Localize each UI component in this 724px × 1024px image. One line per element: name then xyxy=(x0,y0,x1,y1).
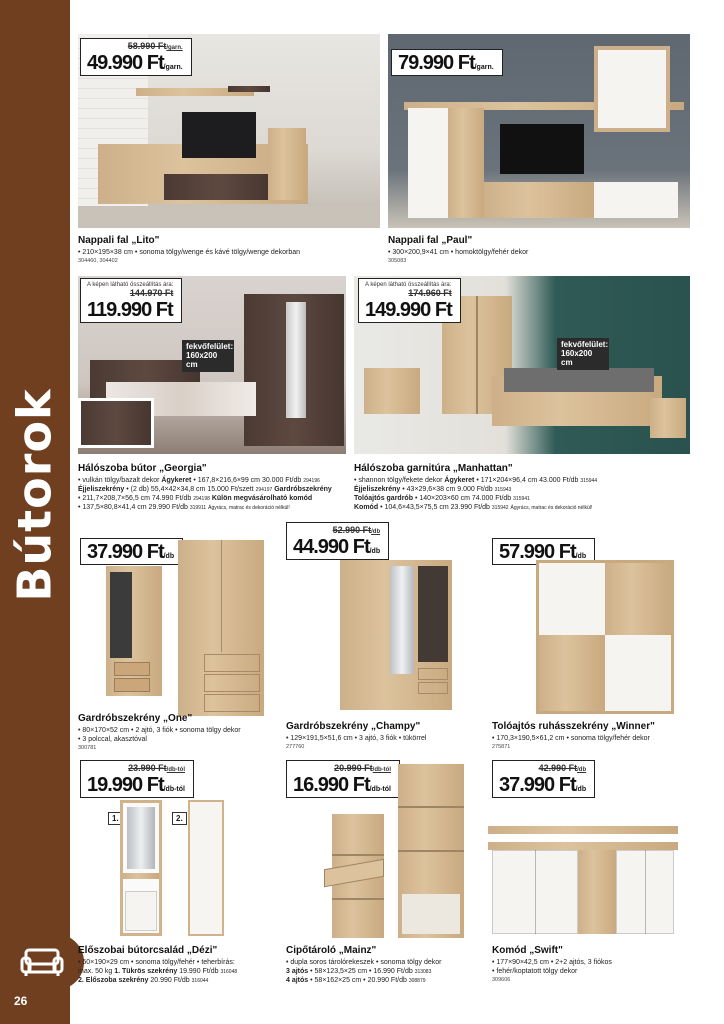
georgia-bed-tag: fekvőfelület: 160x200 cm xyxy=(182,340,234,372)
paul-info: Nappali fal „Paul" • 300×200,9×41 cm • homoktölgy/fehér dekor 305083 xyxy=(388,235,529,265)
dezi-label-1: 1. xyxy=(108,812,123,825)
manhattan-price: 149.990 Ft xyxy=(365,299,452,321)
champy-info: Gardróbszekrény „Champy" • 129×191,5×51,6 cm • 3 ajtó, 3 fiók • tükörrel 277760 xyxy=(286,721,427,751)
dezi-price: 19.990 Ft/db-tól xyxy=(87,774,185,796)
one-price: 37.990 Ft/db xyxy=(87,541,175,563)
dezi-mirror-cabinet xyxy=(120,800,162,936)
dezi-price-tag xyxy=(80,760,194,798)
sofa-icon xyxy=(20,946,64,978)
manhattan-info: Hálószoba garnitúra „Manhattan" • shannon tölgy/fekete dekor Ágykeret • 171×204×96,4 cm 43.000 Ft/db 315944 Éjjeliszekrény • 43×29,6×38 cm 9.000 Ft/db 315943 Tolóajtós gardrób • 140×203×60 cm 74.000 Ft/db 315941 Komód • 104,6×43,5×75,5 cm 23.990 Ft/db 315942 Ágyrács, matrac és dekoráció nélkül! xyxy=(354,463,598,512)
champy-old-price: 52.990 Ft/db xyxy=(332,525,381,535)
dezi-info: Előszobai bútorcsalád „Dézi" • 50×190×29 cm • sonoma tölgy/fehér • teherbírás: max. 50 kg 1. Tükrös szekrény 19.990 Ft/db 316048 2. Előszoba szekrény 20.990 Ft/db 316044 xyxy=(78,945,238,985)
mainz-info: Cipőtároló „Mainz" • dupla soros tárolórekeszek • sonoma tölgy dekor 3 ajtós • 58×123,5×25 cm • 16.990 Ft/db 313083 4 ajtós • 58×162×25 cm • 20.990 Ft/db 308879 xyxy=(286,945,442,985)
georgia-price-tag: A képen látható összeállítás ára: 144.970 Ft 119.990 Ft xyxy=(80,278,182,323)
swift-price-tag xyxy=(492,760,595,798)
swift-info: Komód „Swift" • 177×90×42,5 cm • 2+2 ajtós, 3 fiókos • fehér/koptatott tölgy dekor 309606 xyxy=(492,945,612,984)
category-tab xyxy=(0,934,84,990)
mainz-price: 16.990 Ft/db-tól xyxy=(293,774,391,796)
category-title: Bútorok xyxy=(8,388,62,602)
dezi-hall-cabinet xyxy=(188,800,224,936)
lito-price-tag xyxy=(80,38,192,76)
champy-price: 44.990 Ft/db xyxy=(293,536,381,558)
mainz-price-tag xyxy=(286,760,400,798)
lito-price: 49.990 Ft/garn. xyxy=(87,52,183,74)
one-price-tag xyxy=(80,538,183,565)
mainz-4-door xyxy=(398,764,464,938)
lito-old-price: 58.990 Ft/garn. xyxy=(127,41,183,51)
mainz-3-door xyxy=(332,814,384,938)
manhattan-old-price: 174.960 Ft xyxy=(408,288,452,298)
georgia-price: 119.990 Ft xyxy=(87,299,173,321)
swift-dresser xyxy=(488,826,678,938)
manhattan-bed-tag: fekvőfelület: 160x200 cm xyxy=(557,338,609,370)
dezi-old-price: 23.990 Ft/db-tól xyxy=(128,763,185,773)
champy-price-tag xyxy=(286,522,389,560)
paul-price-tag xyxy=(391,49,503,76)
mainz-old-price: 20.990 Ft/db-tól xyxy=(334,763,391,773)
georgia-info: Hálószoba bútor „Georgia" • vulkán tölgy/bazalt dekor Ágykeret • 167,8×216,6×99 cm 30.000 Ft/db 294196 Éjjeliszekrény • (2 db) 55,4×42×34,8 cm 15.000 Ft/szett 294197 Gardróbszekrény • 211,7×208,7×56,5 cm 74.990 Ft/db 294198 Külön megvásárolható komód • 137,5×80,8×41,4 cm 29.990 Ft/db 319911 Ágyrács, matrac és dekoráció nélkül! xyxy=(78,463,332,512)
one-wardrobe-open xyxy=(106,566,162,696)
paul-price: 79.990 Ft/garn. xyxy=(398,52,494,74)
winner-info: Tolóajtós ruhásszekrény „Winner" • 170,3×190,5×61,2 cm • sonoma tölgy/fehér dekor 275871 xyxy=(492,721,655,751)
winner-wardrobe xyxy=(536,560,674,714)
lito-info: Nappali fal „Lito" • 210×195×38 cm • sonoma tölgy/wenge és kávé tölgy/wenge dekorban 304460, 304402 xyxy=(78,235,301,265)
manhattan-price-tag: A képen látható összeállítás ára: 174.960 Ft 149.990 Ft xyxy=(358,278,461,323)
swift-old-price: 42.990 Ft/db xyxy=(538,763,587,773)
one-wardrobe-closed xyxy=(178,540,264,716)
one-info: Gardróbszekrény „One" • 80×170×52 cm • 2 ajtó, 3 fiók • sonoma tölgy dekor • 3 polccal, akasztóval 300781 xyxy=(78,713,241,752)
page-number: 26 xyxy=(14,994,28,1008)
georgia-old-price: 144.970 Ft xyxy=(129,288,174,298)
winner-price: 57.990 Ft/db xyxy=(499,541,587,563)
champy-wardrobe xyxy=(340,560,452,710)
dezi-label-2: 2. xyxy=(172,812,187,825)
swift-price: 37.990 Ft/db xyxy=(499,774,587,796)
